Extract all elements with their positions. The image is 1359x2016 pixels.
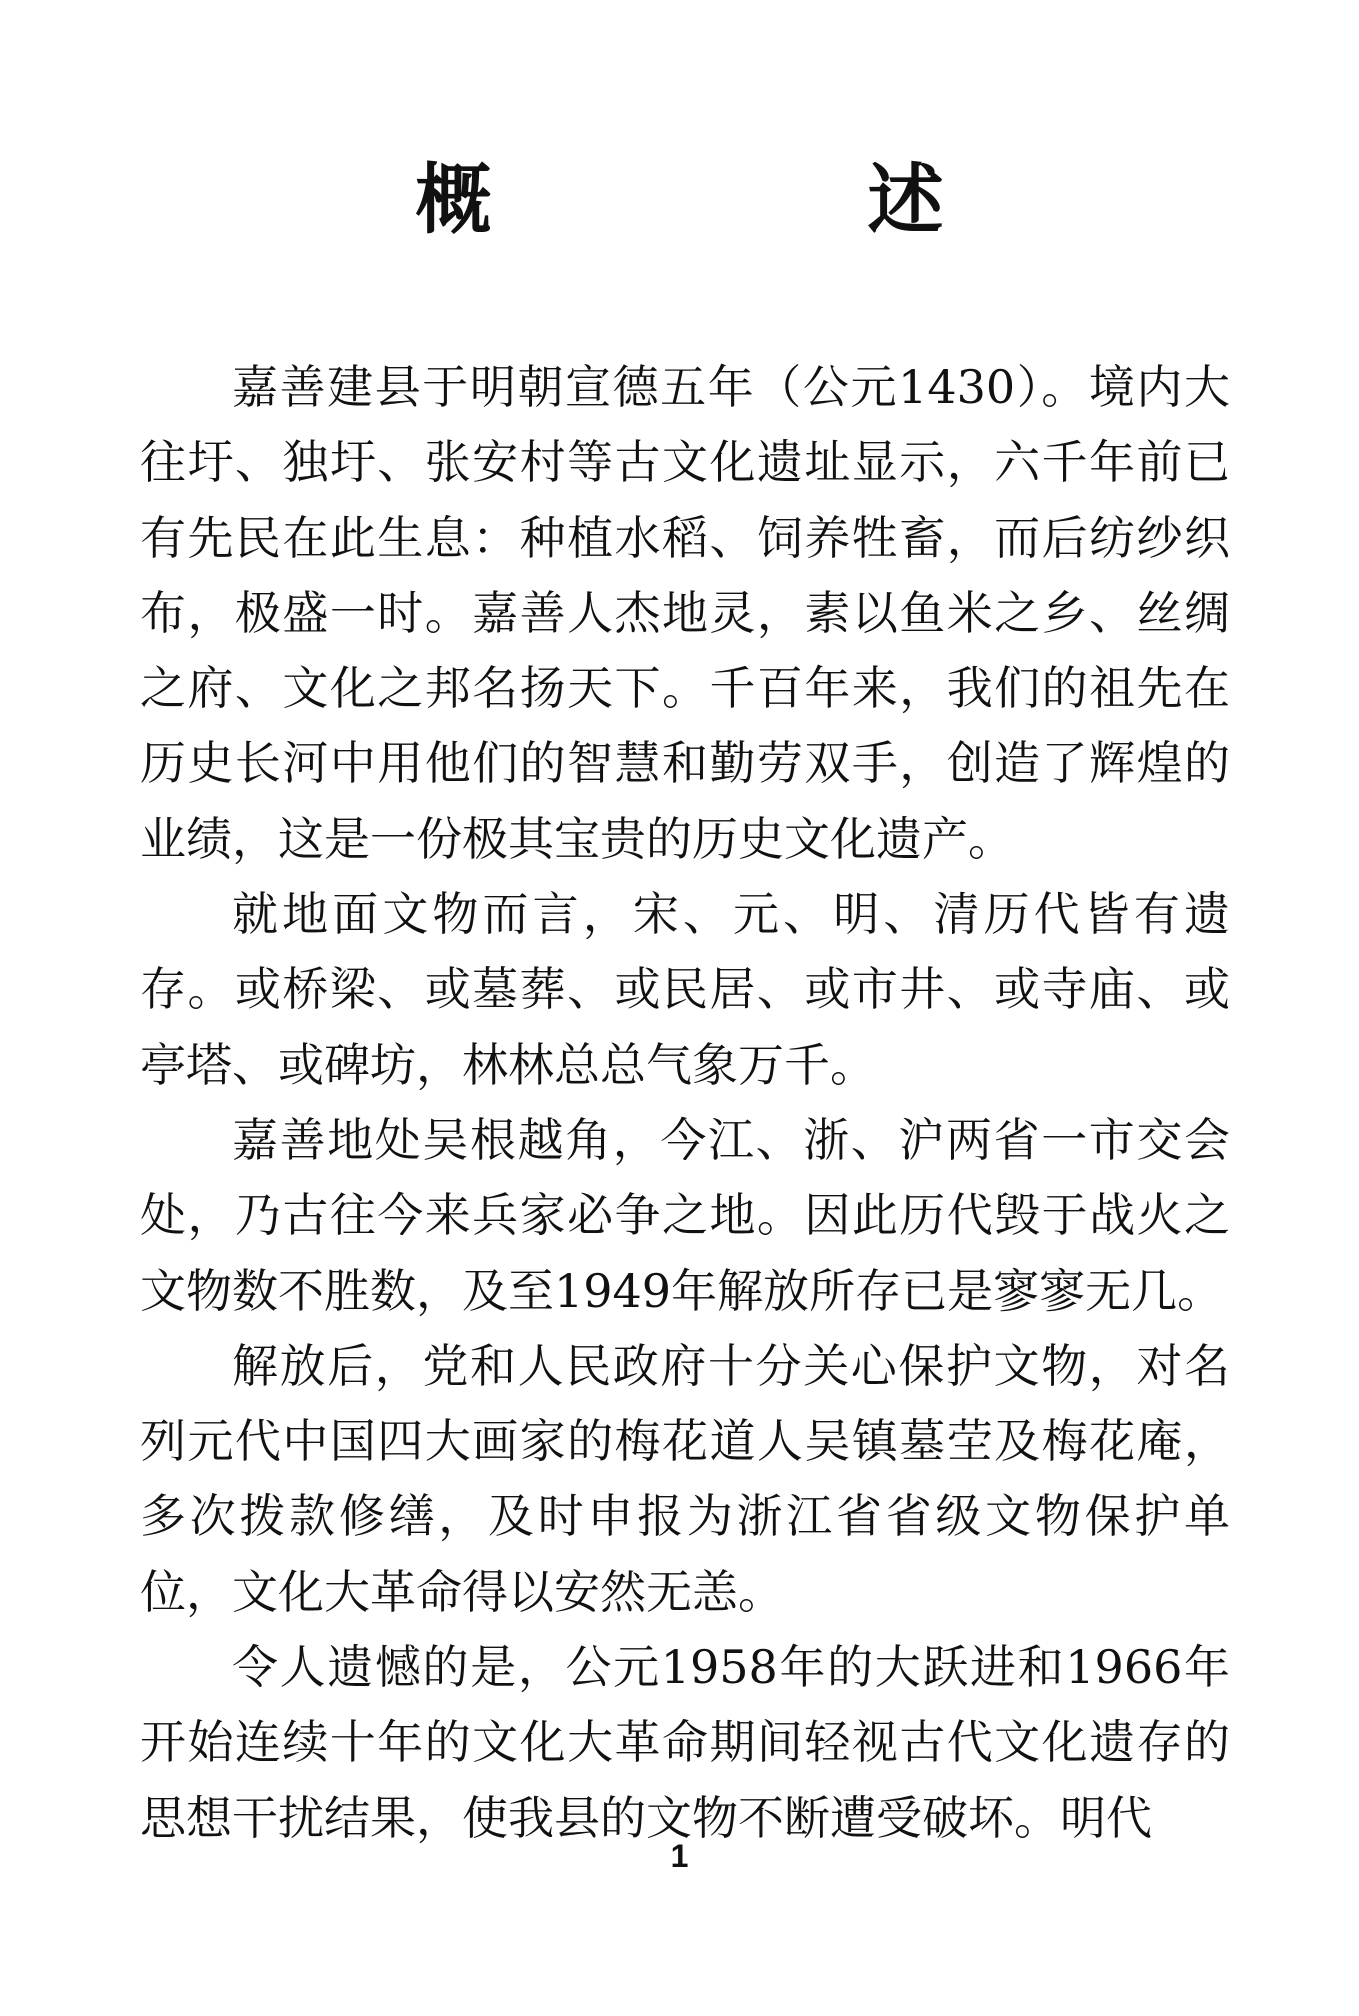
paragraph: 令人遗憾的是，公元1958年的大跃进和1966年开始连续十年的文化大革命期间轻视古代文化遗存的思想干扰结果，使我县的文物不断遭受破坏。明代 bbox=[140, 1640, 1230, 1845]
body-text bbox=[140, 350, 1230, 1856]
paragraph: 嘉善建县于明朝宣德五年（公元1430）。境内大往圩、独圩、张安村等古文化遗址显示，六千年前已有先民在此生息：种植水稻、饲养牲畜，而后纺纱织布，极盛一时。嘉善人杰地灵，素以鱼米之乡、丝绸之府、文化之邦名扬天下。千百年来，我们的祖先在历史长河中用他们的智慧和勤劳双手，创造了辉煌的业绩，这是一份极其宝贵的历史文化遗产。 bbox=[140, 360, 1230, 866]
page-number: 1 bbox=[670, 1838, 689, 1874]
paragraph: 就地面文物而言，宋、元、明、清历代皆有遗存。或桥梁、或墓葬、或民居、或市井、或寺庙、或亭塔、或碑坊，林林总总气象万千。 bbox=[140, 887, 1230, 1092]
page-title: 概 述 bbox=[415, 155, 1094, 244]
paragraph: 嘉善地处吴根越角，今江、浙、沪两省一市交会处，乃古往今来兵家必争之地。因此历代毁于战火之文物数不胜数，及至1949年解放所存已是寥寥无几。 bbox=[140, 1112, 1230, 1318]
paragraph: 解放后，党和人民政府十分关心保护文物，对名列元代中国四大画家的梅花道人吴镇墓茔及梅花庵，多次拨款修缮，及时申报为浙江省省级文物保护单位，文化大革命得以安然无恙。 bbox=[140, 1338, 1230, 1619]
